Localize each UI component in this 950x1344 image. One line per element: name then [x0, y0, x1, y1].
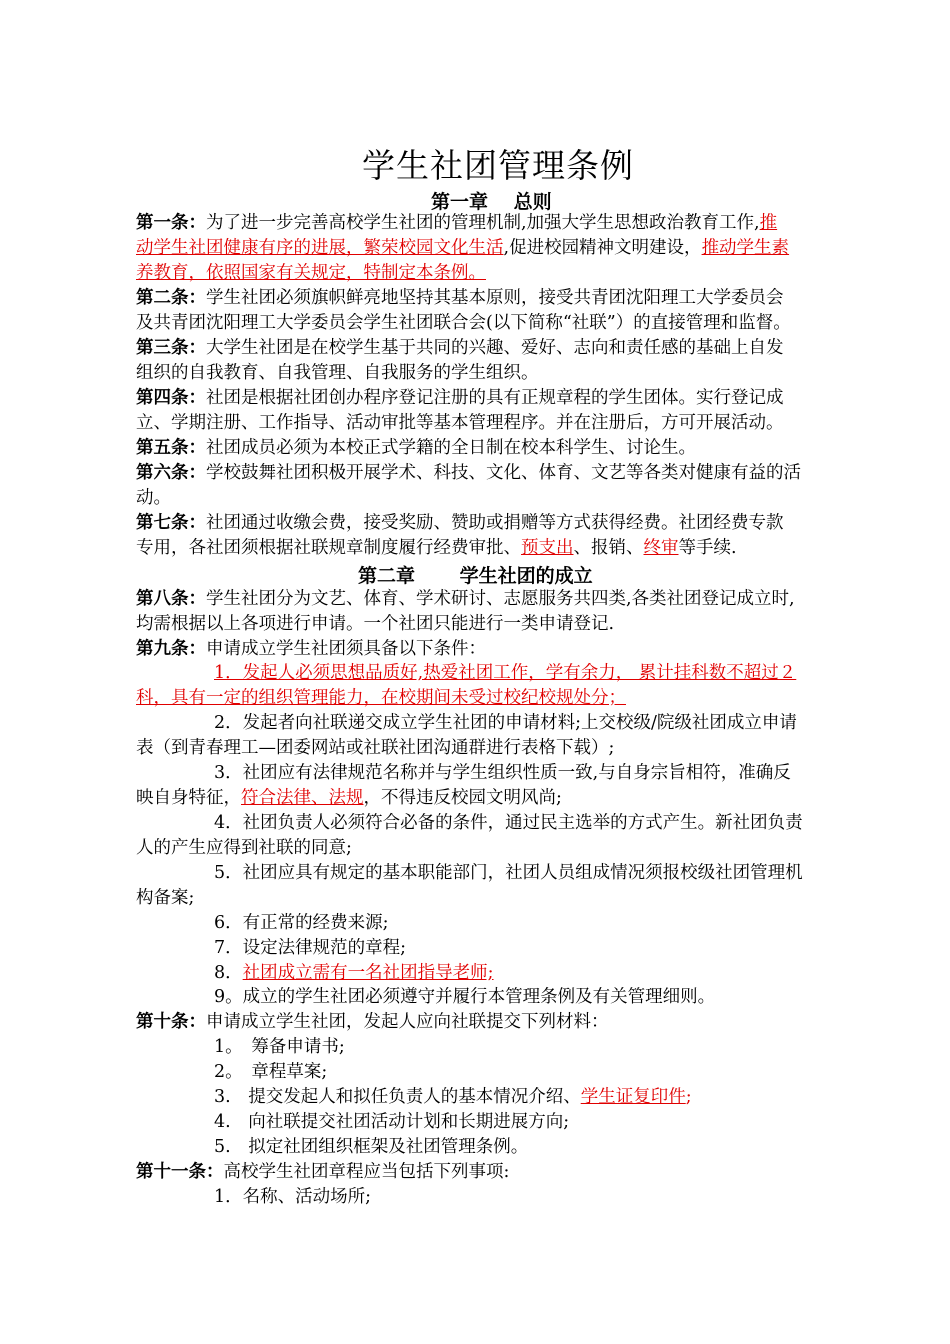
- highlighted-text: 科，具有一定的组织管理能力，在校期间未受过校纪校规处分；: [136, 688, 626, 708]
- article-10-item-3: 3. 提交发起人和拟任负责人的基本情况介绍、学生证复印件;: [214, 1087, 692, 1107]
- highlighted-text: 推动学生素: [701, 238, 790, 258]
- article-1-label: 第一条：: [136, 213, 206, 233]
- article-2-label: 第二条：: [136, 288, 206, 308]
- highlighted-text: 养教育，依照国家有关规定，特制定本条例。: [136, 263, 486, 283]
- article-7-label: 第七条：: [136, 513, 206, 533]
- article-9-item-3-line-1: 3．社团应有法律规范名称并与学生组织性质一致,与自身宗旨相符，准确反: [214, 763, 791, 783]
- highlighted-text: 推: [759, 213, 778, 233]
- highlighted-text: 动学生社团健康有序的进展，繁荣校园文化生活: [136, 238, 504, 258]
- article-4-label: 第四条：: [136, 388, 206, 408]
- article-1-line-3: [136, 261, 876, 285]
- article-9-item-5-line-2: 构备案;: [136, 888, 195, 908]
- article-7-line-2: 专用，各社团须根据社联规章制度履行经费审批、预支出、报销、终审等手续.: [136, 538, 737, 558]
- article-9-label: 第九条：: [136, 639, 206, 659]
- article-9-item-6: 6．有正常的经费来源;: [214, 913, 389, 933]
- article-1-line-2: 动学生社团健康有序的进展，繁荣校园文化生活,促进校园精神文明建设，推动学生素: [136, 238, 790, 258]
- article-9-item-8: 8．社团成立需有一名社团指导老师;: [214, 963, 494, 983]
- article-9-item-5-line-1: 5．社团应具有规定的基本职能部门，社团人员组成情况须报校级社团管理机: [214, 863, 803, 883]
- article-9-item-7: 7．设定法律规范的章程;: [214, 938, 407, 958]
- article-9-item-2-line-2: 表（到青春理工—团委网站或社联社团沟通群进行表格下载）;: [136, 738, 615, 758]
- article-8-line-1: 第八条：学生社团分为文艺、体育、学术研讨、志愿服务共四类,各类社团登记成立时,: [136, 589, 795, 609]
- article-10-item-1: 1。 筹备申请书;: [214, 1037, 345, 1057]
- article-9-item-4-line-2: 人的产生应得到社联的同意;: [136, 838, 352, 858]
- article-10-item-4: 4. 向社联提交社团活动计划和长期进展方向;: [214, 1112, 570, 1132]
- highlighted-text: 社团成立需有一名社团指导老师;: [242, 963, 494, 983]
- highlighted-text: 1．发起人必须思想品质好,热爱社团工作，学有余力， 累计挂科数不超过２: [214, 663, 797, 683]
- article-2-line-1: 第二条：学生社团必须旗帜鲜亮地坚持其基本原则，接受共青团沈阳理工大学委员会: [136, 288, 784, 308]
- article-5-line-1: 第五条：社团成员必须为本校正式学籍的全日制在校本科学生、讨论生。: [136, 438, 696, 458]
- article-8-label: 第八条：: [136, 589, 206, 609]
- article-10-line-1: 第十条：申请成立学生社团，发起人应向社联提交下列材料：: [136, 1012, 609, 1032]
- chapter-2-heading: 第二章 学生社团的成立: [358, 565, 593, 587]
- article-9-item-4-line-1: 4．社团负责人必须符合必备的条件，通过民主选举的方式产生。新社团负责: [214, 813, 803, 833]
- article-4-line-1: 第四条：社团是根据社团创办程序登记注册的具有正规章程的学生团体。实行登记成: [136, 388, 784, 408]
- article-10-item-5: 5. 拟定社团组织框架及社团管理条例。: [214, 1137, 529, 1157]
- article-5-label: 第五条：: [136, 438, 206, 458]
- article-9-item-1-line-1: [214, 661, 874, 685]
- article-9-item-9: 9。成立的学生社团必须遵守并履行本管理条例及有关管理细则。: [214, 987, 716, 1007]
- article-4-line-2: 立、学期注册、工作指导、活动审批等基本管理程序。并在注册后，方可开展活动。: [136, 413, 784, 433]
- article-11-line-1: 第十一条：高校学生社团章程应当包括下列事项:: [136, 1162, 510, 1182]
- chapter-1-heading: 第一章 总则: [431, 191, 552, 213]
- article-7-line-1: 第七条：社团通过收缴会费，接受奖励、赞助或捐赠等方式获得经费。社团经费专款: [136, 513, 784, 533]
- article-11-item-1: 1．名称、活动场所;: [214, 1187, 372, 1207]
- article-9-item-3-line-2: 映自身特征，符合法律、法规，不得违反校园文明风尚;: [136, 788, 562, 808]
- article-10-label: 第十条：: [136, 1012, 206, 1032]
- article-6-label: 第六条：: [136, 463, 206, 483]
- article-3-line-2: 组织的自我教育、自我管理、自我服务的学生组织。: [136, 363, 539, 383]
- article-11-label: 第十一条：: [136, 1162, 224, 1182]
- article-3-line-1: 第三条：大学生社团是在校学生基于共同的兴趣、爱好、志向和责任感的基础上自发: [136, 338, 784, 358]
- article-8-line-2: 均需根据以上各项进行申请。一个社团只能进行一类申请登记.: [136, 614, 615, 634]
- article-2-line-2: 及共青团沈阳理工大学委员会学生社团联合会(以下简称“社联”）的直接管理和监督。: [136, 313, 791, 333]
- article-9-line-1: 第九条：申请成立学生社团须具备以下条件：: [136, 639, 486, 659]
- article-3-label: 第三条：: [136, 338, 206, 358]
- highlighted-text: 预支出: [521, 538, 574, 558]
- article-10-item-2: 2。 章程草案;: [214, 1062, 328, 1082]
- document-title: 学生社团管理条例: [362, 146, 634, 185]
- article-6-line-1: 第六条：学校鼓舞社团积极开展学术、科技、文化、体育、文艺等各类对健康有益的活: [136, 463, 801, 483]
- article-6-line-2: 动。: [136, 488, 171, 508]
- highlighted-text: 符合法律、法规: [241, 788, 364, 808]
- article-9-item-1-line-2: [136, 686, 876, 710]
- article-9-item-2-line-1: 2．发起者向社联递交成立学生社团的申请材料;上交校级/院级社团成立申请: [214, 713, 797, 733]
- article-1-line-1: 第一条：为了进一步完善高校学生社团的管理机制,加强大学生思想政治教育工作,推: [136, 213, 778, 233]
- highlighted-text: 终审: [643, 538, 679, 558]
- highlighted-text: 学生证复印件: [580, 1087, 686, 1107]
